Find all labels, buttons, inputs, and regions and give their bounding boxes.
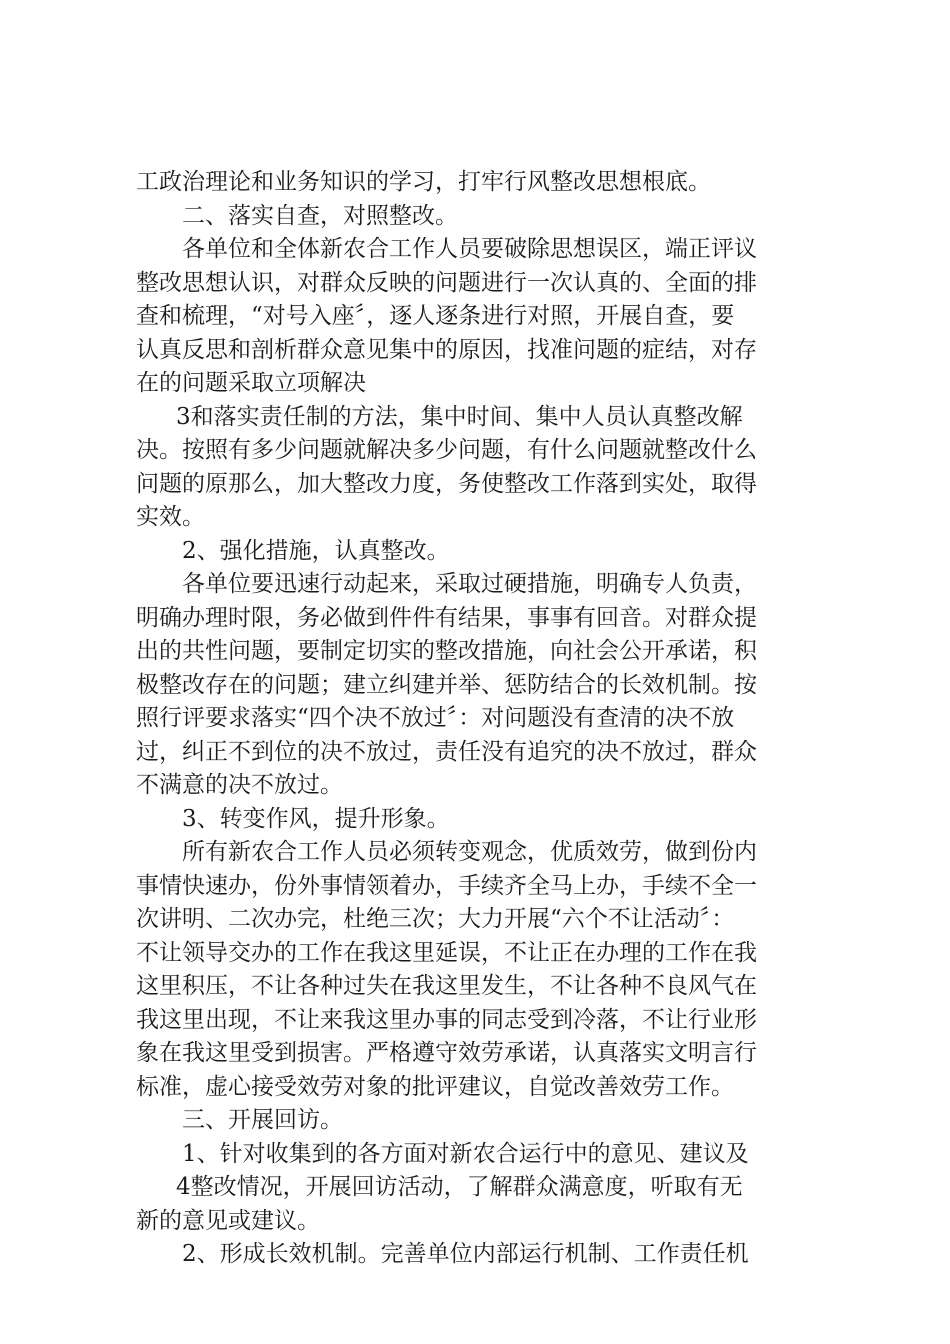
text-line: 不满意的决不放过。 [136, 772, 343, 798]
text-line: 工政治理论和业务知识的学习，打牢行风整改思想根底。 [136, 169, 711, 195]
text-line: 2、形成长效机制。完善单位内部运行机制、工作责任机 [182, 1241, 749, 1267]
text-line: 1、针对收集到的各方面对新农合运行中的意见、建议及 [182, 1140, 749, 1167]
text-line: 三、开展回访。 [182, 1107, 343, 1133]
text-line: 所有新农合工作人员必须转变观念，优质效劳，做到份内 [182, 839, 757, 865]
text-line: 标准，虚心接受效劳对象的批评建议，自觉改善效劳工作。 [136, 1073, 734, 1100]
text-line: 问题的原那么，加大整改力度，务使整改工作落到实处，取得 [136, 470, 757, 497]
text-line: 明确办理时限，务必做到件件有结果，事事有回音。对群众提 [136, 604, 757, 631]
text-line: 实效。 [136, 504, 205, 530]
text-line: 不让领导交办的工作在我这里延误，不让正在办理的工作在我 [136, 939, 757, 966]
text-line: 过，纠正不到位的决不放过，责任没有追究的决不放过，群众 [136, 738, 757, 765]
text-line: 查和梳理，“对号入座〞，逐人逐条进行对照，开展自查，要 [136, 303, 735, 329]
document-body [136, 166, 826, 1272]
text-line: 我这里出现，不让来我这里办事的同志受到冷落，不让行业形 [136, 1006, 757, 1033]
text-line: 象在我这里受到损害。严格遵守效劳承诺，认真落实文明言行 [136, 1040, 757, 1066]
text-line: 极整改存在的问题；建立纠建并举、惩防结合的长效机制。按 [136, 671, 757, 698]
text-line: 照行评要求落实“四个决不放过〞：对问题没有查清的决不放 [136, 705, 735, 731]
text-line: 二、落实自查，对照整改。 [182, 202, 458, 229]
text-line: 在的问题采取立项解决 [136, 370, 366, 396]
text-line: 3、转变作风，提升形象。 [182, 805, 450, 832]
text-line: 4整改情况，开展回访活动，了解群众满意度，听取有无 [176, 1174, 743, 1200]
text-line: 整改思想认识，对群众反映的问题进行一次认真的、全面的排 [136, 269, 757, 296]
text-line: 2、强化措施，认真整改。 [182, 537, 450, 564]
text-line: 3和落实责任制的方法，集中时间、集中人员认真整改解 [176, 403, 743, 430]
text-line: 次讲明、二次办完，杜绝三次；大力开展“六个不让活动〞： [136, 906, 735, 932]
text-line: 事情快速办，份外事情领着办，手续齐全马上办，手续不全一 [136, 872, 757, 899]
text-line: 决。按照有多少问题就解决多少问题，有什么问题就整改什么 [136, 437, 757, 463]
text-line: 各单位要迅速行动起来，采取过硬措施，明确专人负责， [182, 571, 757, 597]
text-line: 出的共性问题，要制定切实的整改措施，向社会公开承诺，积 [136, 638, 757, 664]
text-line: 新的意见或建议。 [136, 1207, 320, 1234]
text-line: 认真反思和剖析群众意见集中的原因，找准问题的症结，对存 [136, 336, 757, 363]
text-line: 这里积压，不让各种过失在我这里发生，不让各种不良风气在 [136, 973, 757, 999]
text-line: 各单位和全体新农合工作人员要破除思想误区，端正评议 [182, 236, 757, 262]
